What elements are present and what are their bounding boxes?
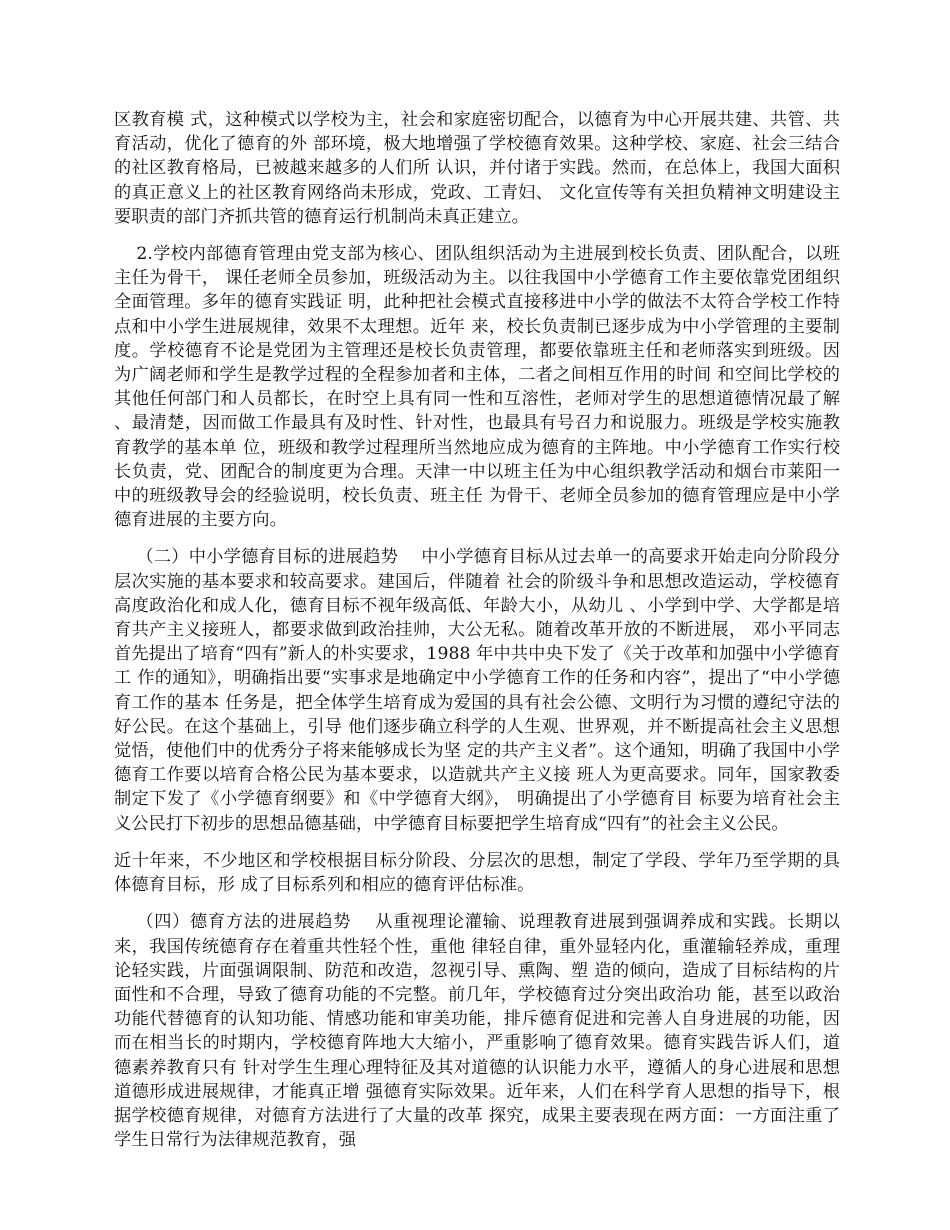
- document-body: [114, 108, 840, 1165]
- paragraph-methods-trend: （四）德育方法的进展趋势 从重视理论灌输、说理教育进展到强调养成和实践。长期以来，我国传统德育存在着重共性轻个性，重他 律轻自律，重外显轻内化，重灌输轻养成，重理论轻实践，片面强调限制、防范和改造，忽视引导、熏陶、塑 造的倾向，造成了目标结构的片面性和不合理，导致了德育功能的不完整。前几年，学校德育过分突出政治功 能，甚至以政治功能代替德育的认知功能、情感功能和审美功能，排斥德育促进和完善人自身进展的功能，因 而在相当长的时期内，学校德育阵地大大缩小，严重影响了德育效果。德育实践告诉人们，道德素养教育只有 针对学生生理心理特征及其对道德的认识能力水平，遵循人的身心进展和思想道德形成进展规律，才能真正增 强德育实际效果。近年来，人们在科学育人思想的指导下，根据学校德育规律，对德育方法进行了大量的改革 探究，成果主要表现在两方面：一方面注重了学生日常行为法律规范教育，强: [114, 912, 840, 1151]
- paragraph-goals-trend: （二）中小学德育目标的进展趋势 中小学德育目标从过去单一的高要求开始走向分阶段分层次实施的基本要求和较高要求。建国后，伴随着 社会的阶级斗争和思想改造运动，学校德育高度政治化和成人化，德育目标不视年级高低、年龄大小，从幼儿 、小学到中学、大学都是培育共产主义接班人，都要求做到政治挂帅，大公无私。随着改革开放的不断进展， 邓小平同志首先提出了培育“四有”新人的朴实要求，1988 年中共中央下发了《关于改革和加强中小学德育工 作的通知》，明确指出要“实事求是地确定中小学德育工作的任务和内容”，提出了“中小学德育工作的基本 任务是，把全体学生培育成为爱国的具有社会公德、文明行为习惯的遵纪守法的好公民。在这个基础上，引导 他们逐步确立科学的人生观、世界观，并不断提高社会主义思想觉悟，使他们中的优秀分子将来能够成长为坚 定的共产主义者”。这个通知，明确了我国中小学德育工作要以培育合格公民为基本要求，以造就共产主义接 班人为更高要求。同年，国家教委制定下发了《小学德育纲要》和《中学德育大纲》， 明确提出了小学德育目 标要为培育社会主义公民打下初步的思想品德基础，中学德育目标要把学生培育成“四有”的社会主义公民。: [114, 547, 840, 834]
- paragraph-recent-decade: 近十年来，不少地区和学校根据目标分阶段、分层次的思想，制定了学段、学年乃至学期的具体德育目标，形 成了目标系列和相应的德育评估标准。: [114, 850, 840, 896]
- paragraph-internal-management: 2.学校内部德育管理由党支部为核心、团队组织活动为主进展到校长负责、团队配合，以班主任为骨干， 课任老师全员参加，班级活动为主。以往我国中小学德育工作主要依靠党团组织全面管理。多年的德育实践证 明，此种把社会模式直接移进中小学的做法不太符合学校工作特点和中小学生进展规律，效果不太理想。近年 来，校长负责制已逐步成为中小学管理的主要制度。学校德育不论是党团为主管理还是校长负责管理，都要依靠班主任和老师落实到班级。因为广阔老师和学生是教学过程的全程参加者和主体，二者之间相互作用的时间 和空间比学校的其他任何部门和人员都长，在时空上具有同一性和互溶性，老师对学生的思想道德情况最了解 、最清楚，因而做工作最具有及时性、针对性，也最具有号召力和说服力。班级是学校实施教育教学的基本单 位，班级和教学过程理所当然地应成为德育的主阵地。中小学德育工作实行校长负责，党、团配合的制度更为合理。天津一中以班主任为中心组织教学活动和烟台市莱阳一中的班级教导会的经验说明，校长负责、班主任 为骨干、老师全员参加的德育管理应是中小学德育进展的主要方向。: [114, 244, 840, 531]
- paragraph-community-education: 区教育模 式，这种模式以学校为主，社会和家庭密切配合，以德育为中心开展共建、共管、共育活动，优化了德育的外 部环境，极大地增强了学校德育效果。这种学校、家庭、社会三结合的社区教育格局，已被越来越多的人们所 认识，并付诸于实践。然而，在总体上，我国大面积的真正意义上的社区教育网络尚未形成，党政、工青妇、 文化宣传等有关担负精神文明建设主要职责的部门齐抓共管的德育运行机制尚未真正建立。: [114, 110, 840, 227]
